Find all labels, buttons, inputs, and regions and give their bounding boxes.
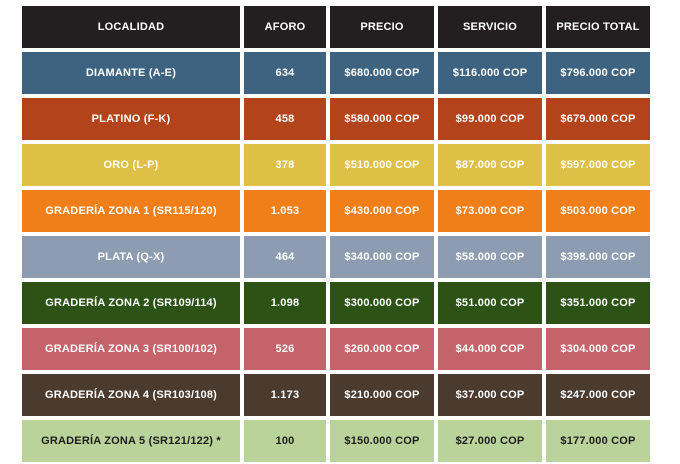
table-row[interactable] [20, 234, 652, 280]
cell-precio-total: $679.000 COP [544, 96, 652, 142]
cell-aforo: 634 [242, 50, 328, 96]
cell-localidad: GRADERÍA ZONA 2 (SR109/114) [20, 280, 242, 326]
cell-localidad: ORO (L-P) [20, 142, 242, 188]
cell-precio-total: $304.000 COP [544, 326, 652, 372]
cell-precio-total: $351.000 COP [544, 280, 652, 326]
table-header [20, 4, 652, 50]
cell-precio: $300.000 COP [328, 280, 436, 326]
cell-aforo: 1.173 [242, 372, 328, 418]
pricing-table [20, 4, 652, 464]
cell-servicio: $44.000 COP [436, 326, 544, 372]
table-row[interactable] [20, 96, 652, 142]
cell-precio: $150.000 COP [328, 418, 436, 464]
column-header-precio-total: PRECIO TOTAL [544, 4, 652, 50]
cell-precio-total: $247.000 COP [544, 372, 652, 418]
cell-servicio: $87.000 COP [436, 142, 544, 188]
cell-localidad: GRADERÍA ZONA 5 (SR121/122) * [20, 418, 242, 464]
cell-localidad: GRADERÍA ZONA 4 (SR103/108) [20, 372, 242, 418]
cell-servicio: $27.000 COP [436, 418, 544, 464]
column-header-servicio: SERVICIO [436, 4, 544, 50]
cell-aforo: 1.053 [242, 188, 328, 234]
cell-servicio: $116.000 COP [436, 50, 544, 96]
cell-aforo: 1.098 [242, 280, 328, 326]
cell-precio: $340.000 COP [328, 234, 436, 280]
cell-servicio: $58.000 COP [436, 234, 544, 280]
header-row [20, 4, 652, 50]
cell-precio: $510.000 COP [328, 142, 436, 188]
cell-precio-total: $177.000 COP [544, 418, 652, 464]
table-row[interactable] [20, 50, 652, 96]
cell-aforo: 378 [242, 142, 328, 188]
cell-precio: $210.000 COP [328, 372, 436, 418]
table-row[interactable] [20, 326, 652, 372]
cell-aforo: 458 [242, 96, 328, 142]
cell-precio: $260.000 COP [328, 326, 436, 372]
table-row[interactable] [20, 280, 652, 326]
cell-servicio: $37.000 COP [436, 372, 544, 418]
cell-precio: $580.000 COP [328, 96, 436, 142]
cell-servicio: $51.000 COP [436, 280, 544, 326]
column-header-localidad: LOCALIDAD [20, 4, 242, 50]
cell-localidad: PLATINO (F-K) [20, 96, 242, 142]
cell-aforo: 464 [242, 234, 328, 280]
column-header-aforo: AFORO [242, 4, 328, 50]
cell-localidad: GRADERÍA ZONA 3 (SR100/102) [20, 326, 242, 372]
cell-precio: $680.000 COP [328, 50, 436, 96]
table-row[interactable] [20, 142, 652, 188]
cell-aforo: 100 [242, 418, 328, 464]
cell-precio-total: $796.000 COP [544, 50, 652, 96]
cell-aforo: 526 [242, 326, 328, 372]
cell-localidad: GRADERÍA ZONA 1 (SR115/120) [20, 188, 242, 234]
cell-precio-total: $503.000 COP [544, 188, 652, 234]
cell-servicio: $73.000 COP [436, 188, 544, 234]
column-header-precio: PRECIO [328, 4, 436, 50]
table-row[interactable] [20, 372, 652, 418]
table-row[interactable] [20, 188, 652, 234]
cell-localidad: PLATA (Q-X) [20, 234, 242, 280]
table-row[interactable] [20, 418, 652, 464]
cell-localidad: DIAMANTE (A-E) [20, 50, 242, 96]
table-body [20, 50, 652, 464]
cell-precio-total: $398.000 COP [544, 234, 652, 280]
price-table-sheet [0, 4, 680, 448]
cell-precio: $430.000 COP [328, 188, 436, 234]
cell-servicio: $99.000 COP [436, 96, 544, 142]
cell-precio-total: $597.000 COP [544, 142, 652, 188]
